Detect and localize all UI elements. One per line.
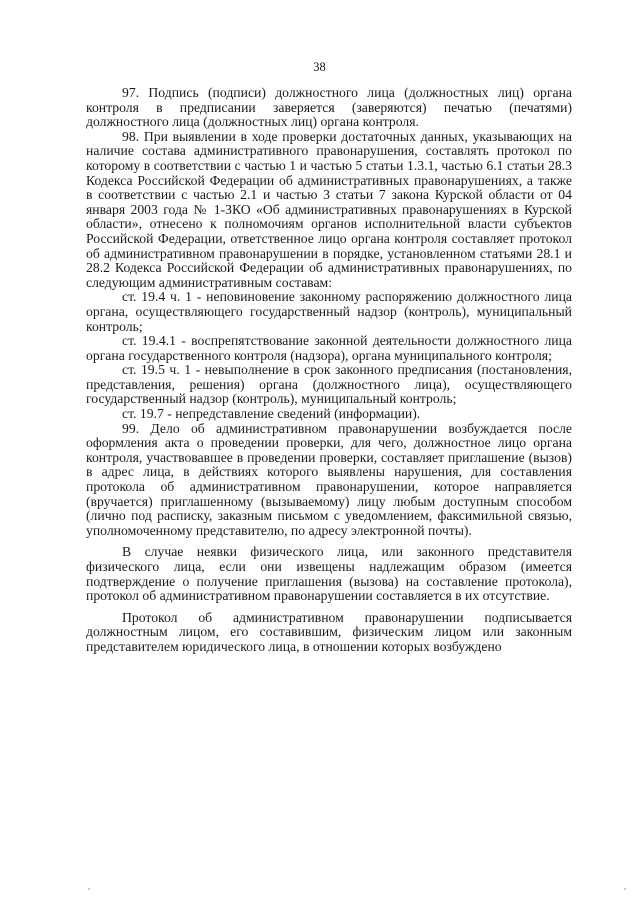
paragraph-non-appearance: В случае неявки физического лица, или законного представителя физического лица, если они извещены надлежащим образом (имеется подтверждение о получение приглашения (вызова) на составление протокола), протокол об административном правонарушении составляется в их отсутствие. [86,544,572,604]
paragraph-protocol-signing: Протокол об административном правонарушении подписывается должностным лицом, его составившим, физическим лицом или законным представителем юридического лица, в отношении которых возбуждено [86,609,572,654]
scan-speck [88,888,90,890]
list-item-article-19-5: ст. 19.5 ч. 1 - невыполнение в срок законного предписания (постановления, представления, решения) органа (должностного лица), осуществляющего государственный надзор (контроль), муниципальный контроль; [86,362,572,407]
page-number: 38 [313,60,326,74]
document-body [86,86,572,655]
paragraph-99: 99. Дело об административном правонарушении возбуждается после оформления акта о проведении проверки, для чего, должностное лицо органа контроля, участвовавшее в проведении проверки, составляет приглашение (вызов) в адрес лица, в действиях которого выявлены нарушения, для составления протокола об административном правонарушении, которое направляется (вручается) приглашенному (вызываемому) лицу любым доступным способом (лично под расписку, заказным письмом с уведомлением, факсимильной связью, уполномоченному представителю, по адресу электронной почты). [86,420,572,538]
paragraph-97: 97. Подпись (подписи) должностного лица (должностных лиц) органа контроля в предписании заверяется (заверяются) печатью (печатями) должностного лица (должностных лиц) органа контроля. [86,85,572,130]
list-item-article-19-7: ст. 19.7 - непредставление сведений (информации). [122,406,421,422]
paragraph-98: 98. При выявлении в ходе проверки достаточных данных, указывающих на наличие состава административного правонарушения, составлять протокол по которому в соответствии с частью 1 и частью 5 статьи 1.3.1, частью 6.1 статьи 28.3 Кодекса Российской Федерации об административных правонарушениях, а также в соответствии с частью 2.1 и частью 3 статьи 7 закона Курской области от 04 января 2003 года № 1-ЗКО «Об административных правонарушениях в Курской области», отнесено к полномочиям органов исполнительной власти субъектов Российской Федерации, ответственное лицо органа контроля составляет протокол об административном правонарушении в порядке, установленном статьями 28.1 и 28.2 Кодекса Российской Федерации об административных правонарушениях, по следующим административным составам: [86,128,572,290]
list-item-article-19-4-1: ст. 19.4.1 - воспрепятствование законной деятельности должностного лица органа государственного контроля (надзора), органа муниципального контроля; [86,333,572,363]
list-item-article-19-4: ст. 19.4 ч. 1 - неповиновение законному распоряжению должностного лица органа, осуществляющего государственный надзор (контроль), муниципальный контроль; [86,289,572,334]
scan-speck [624,888,626,890]
